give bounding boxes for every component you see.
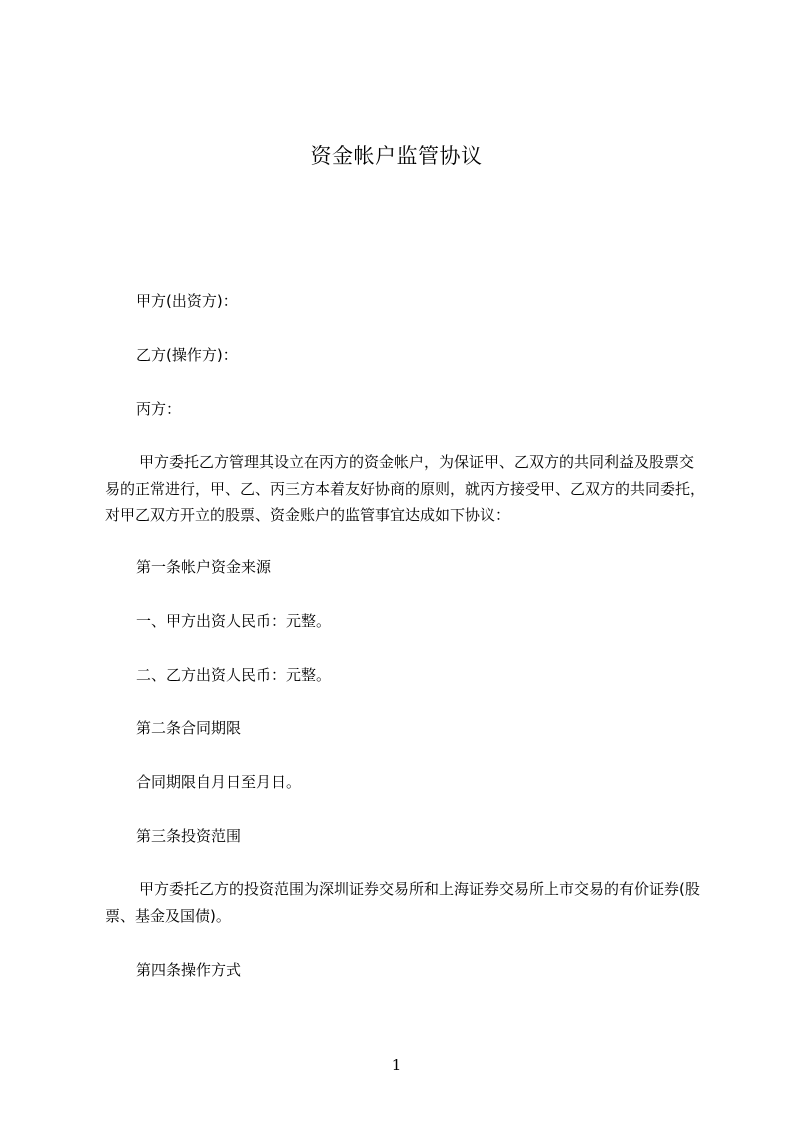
article1-item1: 一、甲方出资人民币：元整。 [136, 612, 332, 630]
article1-item2: 二、乙方出资人民币：元整。 [136, 666, 332, 684]
article4-heading: 第四条操作方式 [136, 961, 242, 979]
article2-text: 合同期限自月日至月日。 [136, 773, 302, 791]
article3-heading: 第三条投资范围 [136, 827, 242, 845]
article2-heading: 第二条合同期限 [136, 719, 242, 737]
document-title: 资金帐户监管协议 [310, 144, 483, 168]
article1-heading: 第一条帐户资金来源 [136, 558, 272, 576]
article3-text: 甲方委托乙方的投资范围为深圳证券交易所和上海证券交易所上市交易的有价证券(股票、基金及国债)。 [105, 880, 700, 925]
party-a-label: 甲方(出资方)： [136, 292, 238, 310]
page-number: 1 [391, 1056, 402, 1074]
party-c-label: 丙方： [136, 400, 182, 418]
party-b-label: 乙方(操作方)： [136, 346, 238, 364]
intro-paragraph: 甲方委托乙方管理其设立在丙方的资金帐户，为保证甲、乙双方的共同利益及股票交易的正常进行，甲、乙、丙三方本着友好协商的原则，就丙方接受甲、乙双方的共同委托，对甲乙双方开立的股票、资金账户的监管事宜达成如下协议： [105, 453, 706, 524]
